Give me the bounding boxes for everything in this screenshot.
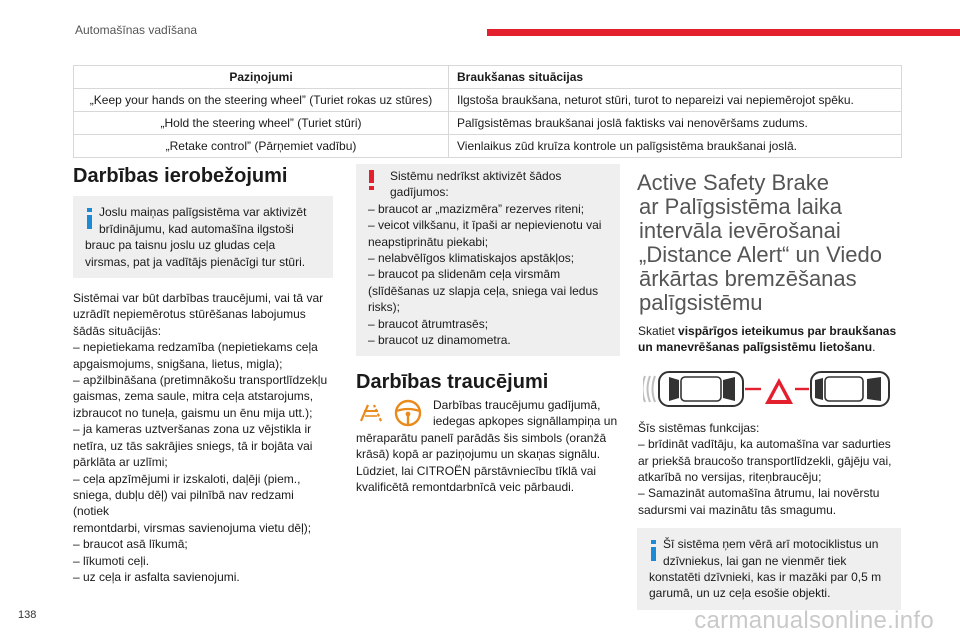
section-title: [637, 171, 903, 315]
text-line: izbraucot no tuneļa, gaismu un ēnu mija utt.);: [73, 405, 313, 420]
text-line: – braucot ar „mazizmēra” rezerves riteni;: [368, 201, 585, 216]
table-cell: Ilgstoša braukšana, neturot stūri, turot to nepareizi vai nepiemērojot spēku.: [449, 89, 902, 112]
text-line: apgaismojums, snigšana, lietus, migla);: [73, 356, 283, 371]
info-note-line: brīdinājumu, kad automašīna ilgstoši: [99, 221, 294, 236]
table-row: [74, 135, 902, 158]
info-icon: [87, 208, 93, 229]
notifications-table: [73, 65, 902, 158]
text-line: krāsā) kopā ar paziņojumu un skaņas signālu.: [356, 447, 601, 462]
info-icon: [651, 540, 657, 561]
text-line: – Samazināt automašīna ātrumu, lai novērstu: [638, 486, 880, 501]
info-note-text: brauc pa taisnu joslu uz gludas ceļa virsmas, pat ja vadītājs pienācīgi tur stūri.: [85, 238, 306, 269]
text-line: sniega, dubļu dēļ) vai pilnībā nav redzami (notiek: [73, 487, 294, 519]
title-line: ar Palīgsistēma laika: [639, 194, 842, 219]
text-line: remontdarbi, virsmas savienojuma vietu dēļ);: [73, 520, 312, 535]
intro-prefix: Skatiet: [638, 324, 679, 338]
text-line: gaismas, zema saule, mitra ceļa atstarojums,: [73, 389, 314, 404]
table-row: [74, 89, 902, 112]
text-line: (slīdēšanas uz slapja ceļa, sniega vai ledus: [368, 283, 599, 298]
limitations-body: [73, 290, 333, 585]
functions-text: [637, 420, 903, 518]
table-cell: „Retake control” (Pārņemiet vadību): [74, 135, 449, 158]
title-line: palīgsistēmu: [639, 290, 763, 315]
text-line: – braucot asā līkumā;: [73, 537, 188, 552]
info-note: [73, 196, 333, 278]
text-line: Šīs sistēmas funkcijas:: [638, 420, 760, 435]
text-line: – apžilbināšana (pretimnākošu transportlīdzekļu: [73, 373, 328, 388]
text-line: iedegas apkopes signāllampiņa un: [433, 414, 618, 429]
limitations-heading: Darbības ierobežojumi: [73, 165, 288, 187]
faults-heading: Darbības traucējumi: [356, 371, 549, 394]
intro-bold: un manevrēšanas palīgsistēmu lietošanu: [638, 340, 873, 355]
running-header: Automašīnas vadīšana: [75, 23, 198, 37]
text-line: pārklāta ar uzlīmi;: [73, 455, 168, 470]
right-column: [637, 171, 903, 610]
header-accent-bar: [487, 29, 960, 36]
text-line: – braucot ātrumtrasēs;: [368, 316, 489, 331]
text-line: sadursmi vai mazinātu tās smagumu.: [638, 502, 837, 517]
watermark: carmanualsonline.info: [694, 607, 934, 634]
lane-keep-warning-icon: [356, 399, 386, 427]
table-cell: „Keep your hands on the steering wheel” (Turiet rokas uz stūres): [74, 89, 449, 112]
text-line: atkarībā no versijas, riteņbraucēju;: [638, 470, 822, 485]
info-note-line: dzīvniekus, lai gan ne vienmēr tiek: [663, 553, 847, 568]
text-line: Darbības traucējumu gadījumā,: [433, 397, 601, 412]
warning-icon: [369, 170, 375, 190]
text-line: – līkumoti ceļi.: [73, 553, 150, 568]
text-line: – nepietiekama redzamība (nepietiekams ceļa: [73, 340, 318, 355]
text-line: Sistēmu nedrīkst aktivizēt šādos: [390, 169, 562, 183]
left-column: [73, 165, 333, 585]
table-row: [74, 112, 902, 135]
text-line: gadījumos:: [390, 185, 449, 200]
text-line: kvalificētā remontdarbnīcā veic pārbaudi.: [356, 479, 575, 494]
title-line: „Distance Alert“ un Viedo: [639, 242, 882, 267]
text-line: – uz ceļa ir asfalta savienojumi.: [73, 569, 240, 584]
table-cell: Palīgsistēmas braukšanai joslā faktisks vai nenovēršams zudums.: [449, 112, 902, 135]
text-line: neapstiprinātu piekabi;: [368, 234, 489, 249]
intro-bold: vispārīgos ieteikumus par braukšanas: [678, 324, 897, 338]
text-line: – ceļa apzīmējumi ir izskaloti, daļēji (piem.,: [73, 471, 301, 486]
text-line: uzrādīt nepiemērotus stūrēšanas labojumus: [73, 307, 306, 322]
steering-wheel-service-icon: [392, 397, 424, 429]
text-line: risks);: [368, 300, 400, 315]
intro-text: [637, 323, 903, 356]
text-line: ar priekšā braucošo transportlīdzekli, gājēju vai,: [638, 453, 892, 468]
warning-note: [356, 164, 620, 356]
intro-suffix: .: [872, 340, 876, 355]
table-cell: „Hold the steering wheel” (Turiet stūri): [74, 112, 449, 135]
title-line: intervāla ievērošanai: [639, 218, 841, 243]
text-line: netīra, uz tās sakrājies sniegs, tā ir bojāta vai: [73, 438, 313, 453]
title-line: Active Safety Brake: [637, 170, 829, 195]
page-number: 138: [18, 609, 37, 621]
info-note-line: Joslu maiņas palīgsistēma var aktivizēt: [99, 205, 307, 220]
text-line: – ja kameras uztveršanas zona uz vējstikla ir: [73, 422, 312, 437]
text-line: – nelabvēlīgos klimatiskajos apstākļos;: [368, 251, 575, 266]
title-line: ārkārtas bremzēšanas: [639, 266, 857, 291]
table-cell: Vienlaikus zūd kruīza kontrole un palīgsistēma braukšanai joslā.: [449, 135, 902, 158]
info-note-text: konstatēti dzīvnieki, kas ir mazāki par 0,5 m garumā, un uz ceļa esošie objekti.: [649, 570, 882, 601]
middle-column: [356, 164, 620, 495]
text-line: – braucot pa slidenām ceļa virsmām: [368, 267, 561, 282]
text-line: Lūdziet, lai CITROËN pārstāvniecību tīklā vai: [356, 463, 597, 478]
table-header-situations: Braukšanas situācijas: [449, 66, 902, 89]
table-header-row: [74, 66, 902, 89]
text-line: – braucot uz dinamometra.: [368, 333, 511, 348]
vehicle-collision-illustration: [643, 368, 899, 410]
text-line: – veicot vilkšanu, it īpaši ar nepievienotu vai: [368, 218, 602, 233]
info-note: [637, 528, 901, 610]
info-note-line: Šī sistēma ņem vērā arī motociklistus un: [663, 537, 879, 552]
table-header-notifications: Paziņojumi: [74, 66, 449, 89]
text-line: – brīdināt vadītāju, ka automašīna var sadurties: [638, 437, 891, 452]
text-line: šādās situācijās:: [73, 323, 162, 338]
faults-body: [356, 397, 620, 495]
text-line: mēraparātu panelī parādās šis simbols (oranžā: [356, 430, 607, 445]
text-line: Sistēmai var būt darbības traucējumi, vai tā var: [73, 291, 324, 306]
